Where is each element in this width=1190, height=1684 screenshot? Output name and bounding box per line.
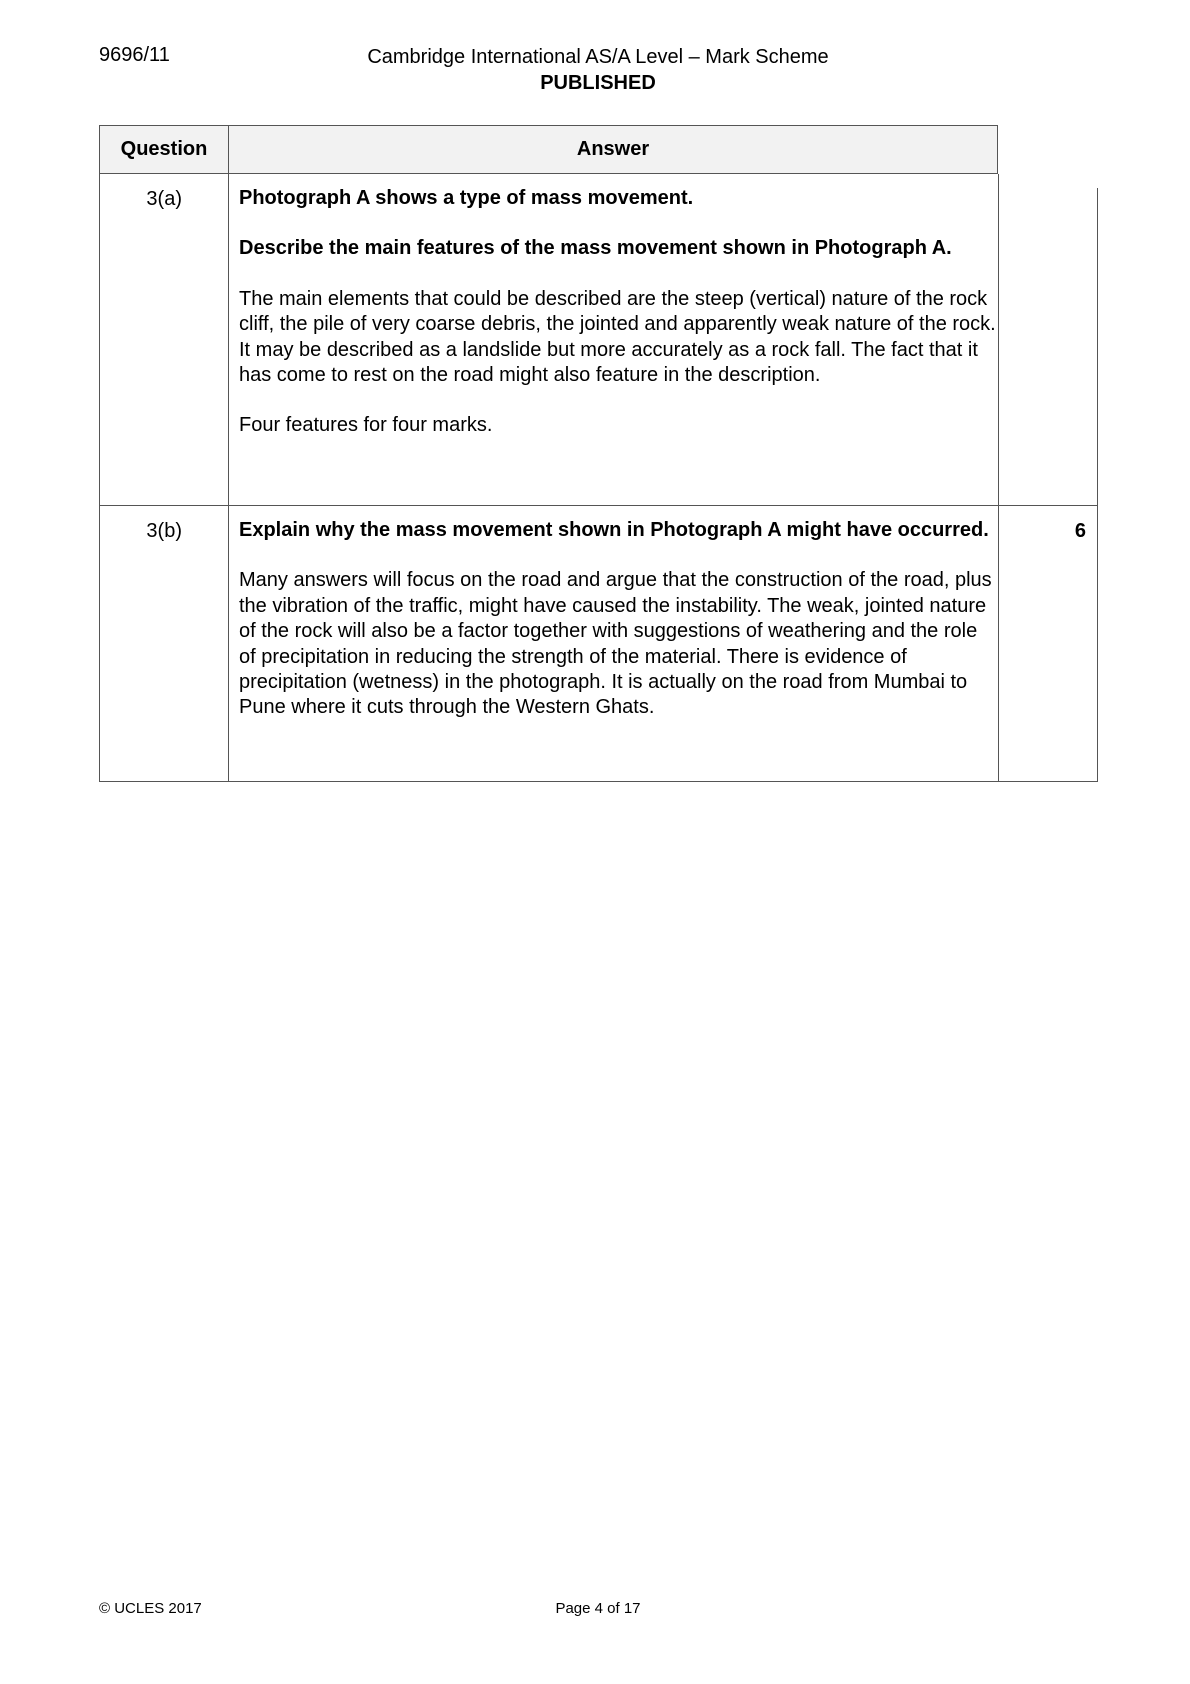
page-number: Page 4 of 17 bbox=[555, 1600, 641, 1617]
answer-guidance: The main elements that could be described are the steep (vertical) nature of the rock cliff, the pile of very coarse debris, the jointed and apparently weak nature of the rock. It may be described as a landslide but more accurately as a rock fall. The fact that it has come to rest on the road might also feature in the description. bbox=[239, 287, 996, 387]
answer-column-header: Answer bbox=[228, 125, 998, 174]
marks-value: 6 bbox=[1074, 520, 1086, 542]
page-header bbox=[0, 44, 1190, 96]
answer-guidance: Many answers will focus on the road and argue that the construction of the road, plus the vibration of the traffic, might have caused the instability. The weak, jointed nature of the rock will also be a factor together with suggestions of weathering and the role of precipitation in reducing the strength of the material. There is evidence of precipitation (wetness) in the photograph. It is actually on the road from Mumbai to Pune where it cuts through the Western Ghats. bbox=[239, 569, 992, 719]
question-number: 3(a) bbox=[146, 188, 182, 210]
mark-scheme-table bbox=[99, 174, 1098, 782]
answer-cell bbox=[239, 518, 999, 746]
question-column-header: Question bbox=[99, 125, 228, 174]
marking-note: Four features for four marks. bbox=[239, 414, 493, 437]
question-number: 3(b) bbox=[146, 520, 182, 542]
copyright-notice: © UCLES 2017 bbox=[99, 1600, 202, 1617]
table-row bbox=[99, 505, 1098, 782]
published-status: PUBLISHED bbox=[540, 72, 656, 94]
table-header-row bbox=[99, 125, 998, 174]
paper-code: 9696/11 bbox=[99, 44, 170, 66]
document-title: Cambridge International AS/A Level – Mark Scheme bbox=[367, 46, 829, 68]
question-prompt: Photograph A shows a type of mass movement. bbox=[239, 187, 694, 209]
question-instruction: Describe the main features of the mass movement shown in Photograph A. bbox=[239, 237, 952, 260]
question-instruction: Explain why the mass movement shown in Photograph A might have occurred. bbox=[239, 519, 989, 541]
answer-cell bbox=[239, 186, 999, 464]
table-row bbox=[99, 174, 1098, 505]
